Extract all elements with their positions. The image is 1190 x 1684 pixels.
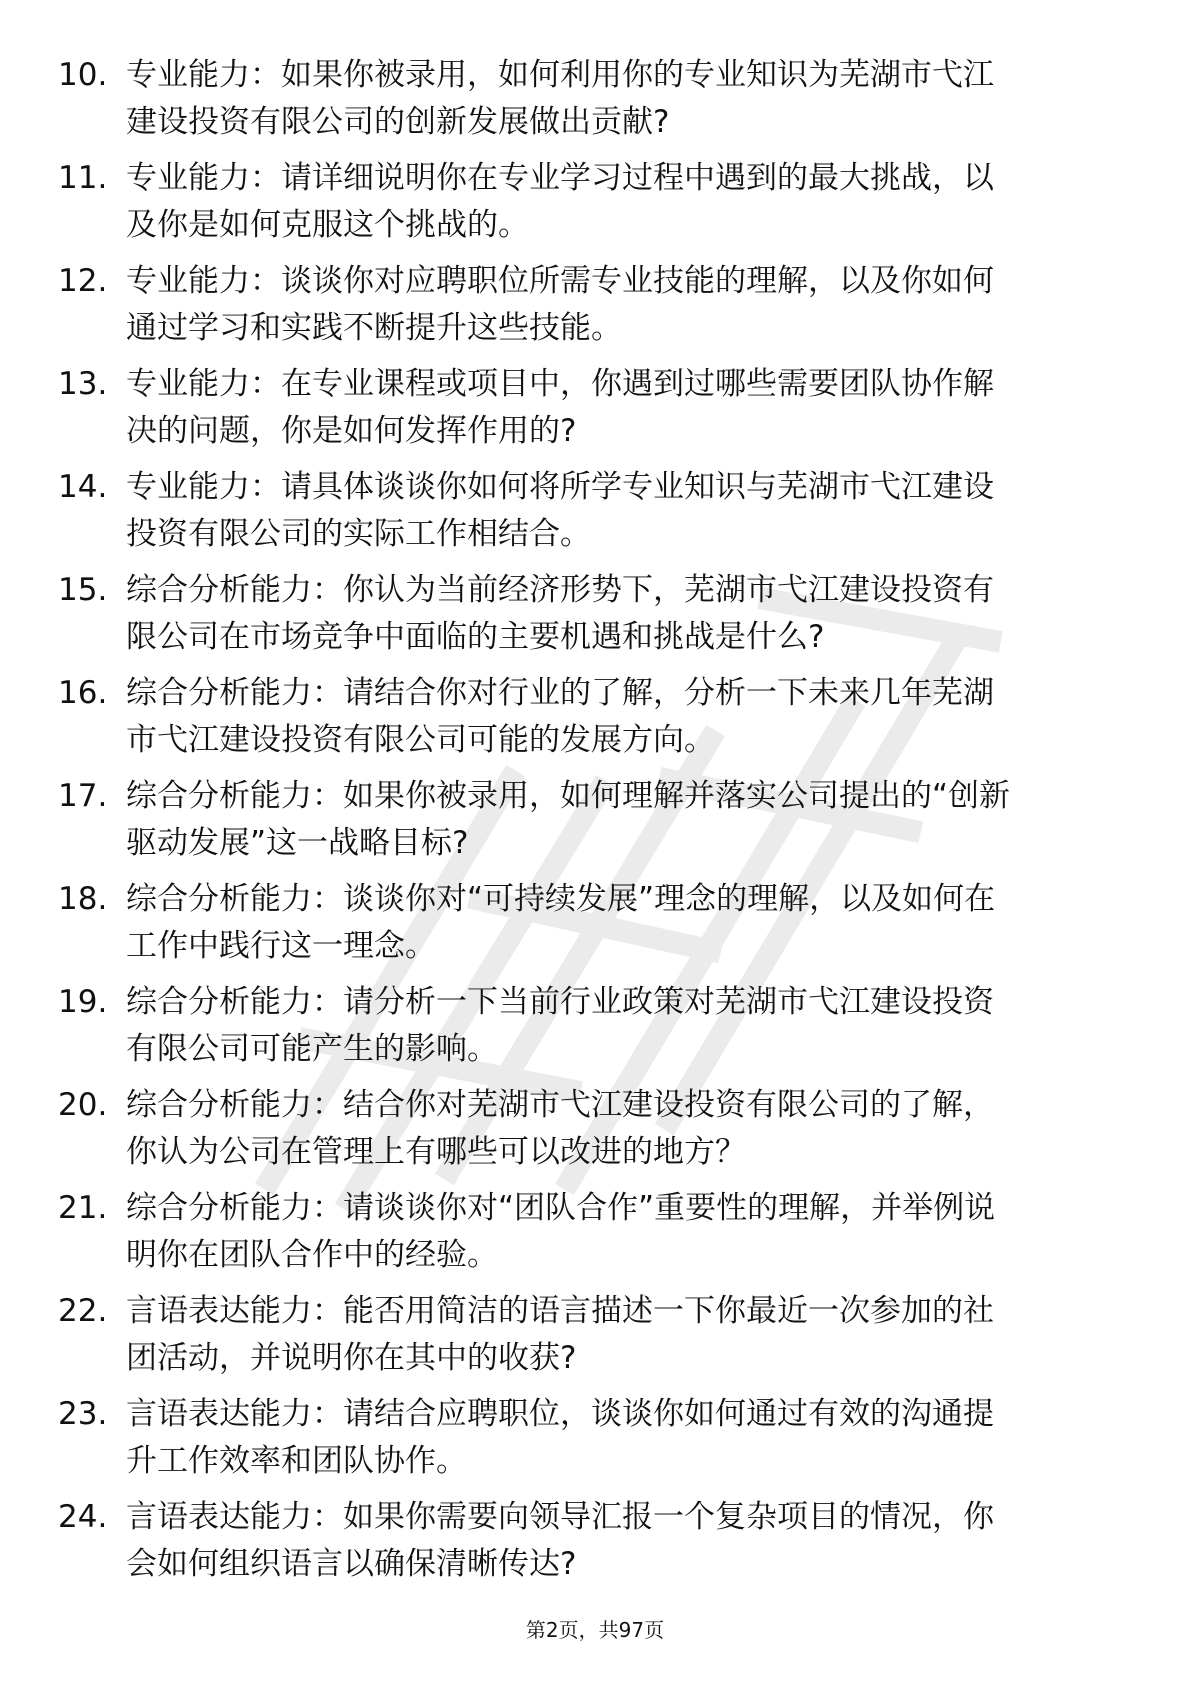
question-number: 12. [58,263,108,299]
question-number: 17. [58,778,108,814]
list-item [58,52,1128,146]
question-number: 13. [58,366,108,402]
question-number: 24. [58,1499,108,1535]
list-item [58,979,1128,1073]
question-text: 专业能力：如果你被录用，如何利用你的专业知识为芜湖市弋江 建设投资有限公司的创新发展做出贡献? [126,57,994,140]
list-item [58,1288,1128,1382]
question-text: 综合分析能力：请结合你对行业的了解，分析一下未来几年芜湖 市弋江建设投资有限公司可能的发展方向。 [126,675,994,758]
question-text: 专业能力：谈谈你对应聘职位所需专业技能的理解，以及你如何 通过学习和实践不断提升这些技能。 [126,263,994,346]
question-text: 综合分析能力：你认为当前经济形势下，芜湖市弋江建设投资有 限公司在市场竞争中面临的主要机遇和挑战是什么? [126,572,994,655]
question-text: 综合分析能力：如果你被录用，如何理解并落实公司提出的“创新 驱动发展”这一战略目标? [126,778,1011,861]
question-list [58,52,1128,1597]
question-number: 14. [58,469,108,505]
question-text: 综合分析能力：请谈谈你对“团队合作”重要性的理解，并举例说 明你在团队合作中的经验。 [126,1190,996,1273]
question-number: 20. [58,1087,108,1123]
question-text: 综合分析能力：谈谈你对“可持续发展”理念的理解，以及如何在 工作中践行这一理念。 [126,881,996,964]
list-item [58,567,1128,661]
question-number: 21. [58,1190,108,1226]
question-number: 19. [58,984,108,1020]
list-item [58,876,1128,970]
list-item [58,258,1128,352]
list-item [58,1185,1128,1279]
list-item [58,773,1128,867]
question-number: 18. [58,881,108,917]
question-text: 综合分析能力：请分析一下当前行业政策对芜湖市弋江建设投资 有限公司可能产生的影响。 [126,984,994,1067]
list-item [58,155,1128,249]
question-number: 22. [58,1293,108,1329]
question-text: 综合分析能力：结合你对芜湖市弋江建设投资有限公司的了解， 你认为公司在管理上有哪些可以改进的地方？ [126,1087,994,1170]
list-item [58,1494,1128,1588]
question-text: 专业能力：请详细说明你在专业学习过程中遇到的最大挑战，以 及你是如何克服这个挑战的。 [126,160,994,243]
list-item [58,361,1128,455]
question-text: 言语表达能力：能否用简洁的语言描述一下你最近一次参加的社 团活动，并说明你在其中的收获? [126,1293,994,1376]
question-number: 15. [58,572,108,608]
list-item [58,464,1128,558]
page-footer [0,1616,1190,1644]
question-text: 专业能力：请具体谈谈你如何将所学专业知识与芜湖市弋江建设 投资有限公司的实际工作相结合。 [126,469,994,552]
question-number: 10. [58,57,108,93]
list-item [58,1082,1128,1176]
page-number-label: 第2页，共97页 [525,1618,665,1642]
question-text: 言语表达能力：请结合应聘职位，谈谈你如何通过有效的沟通提 升工作效率和团队协作。 [126,1396,994,1479]
question-text: 言语表达能力：如果你需要向领导汇报一个复杂项目的情况，你 会如何组织语言以确保清晰传达? [126,1499,994,1582]
question-number: 16. [58,675,108,711]
list-item [58,670,1128,764]
question-text: 专业能力：在专业课程或项目中，你遇到过哪些需要团队协作解 决的问题，你是如何发挥作用的? [126,366,994,449]
list-item [58,1391,1128,1485]
question-number: 23. [58,1396,108,1432]
question-number: 11. [58,160,108,196]
